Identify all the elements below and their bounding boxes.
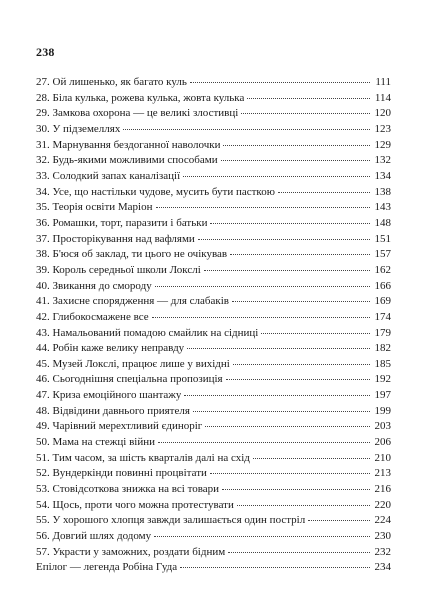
toc-entry-title: 35. Теорія освіти Маріон xyxy=(36,201,153,214)
toc-entry xyxy=(36,560,391,576)
toc-entry-title: 32. Будь-якими можливими способами xyxy=(36,154,218,167)
toc-entry-title: 37. Просторікування над вафлями xyxy=(36,232,195,245)
toc-entry-title: 27. Ой лишенько, як багато куль xyxy=(36,76,187,88)
toc-entry-title: 39. Король середньої школи Локслі xyxy=(36,263,201,276)
toc-entry-page: 234 xyxy=(374,561,391,574)
toc-entry xyxy=(36,263,391,279)
toc-dot-leader xyxy=(241,113,370,114)
toc-entry-page: 174 xyxy=(374,310,391,323)
toc-entry-title: 48. Відвідини давнього приятеля xyxy=(36,404,190,417)
toc-dot-leader xyxy=(222,489,370,490)
toc-entry-page: 185 xyxy=(374,357,391,370)
toc-entry-title: 31. Марнування бездоганної наволочки xyxy=(36,138,221,151)
toc-entry xyxy=(36,138,391,154)
toc-entry-page: 206 xyxy=(374,436,391,449)
toc-dot-leader xyxy=(205,426,370,427)
toc-entry xyxy=(36,357,391,373)
toc-entry-page: 132 xyxy=(374,154,391,167)
toc-entry-page: 123 xyxy=(374,122,391,135)
toc-entry-page: 220 xyxy=(374,498,391,511)
toc-dot-leader xyxy=(158,442,370,443)
toc-entry-page: 179 xyxy=(374,326,391,339)
toc-entry-title: 36. Ромашки, торт, паразити і батьки xyxy=(36,216,208,229)
toc-dot-leader xyxy=(183,176,370,177)
toc-entry xyxy=(36,122,391,138)
toc-entry xyxy=(36,545,391,561)
toc-entry-page: 162 xyxy=(374,263,391,276)
toc-entry-page: 232 xyxy=(374,545,391,558)
toc-entry-page: 120 xyxy=(374,107,391,120)
toc-entry xyxy=(36,232,391,248)
table-of-contents xyxy=(36,75,391,576)
toc-entry-page: 224 xyxy=(374,514,391,527)
toc-entry xyxy=(36,451,391,467)
toc-dot-leader xyxy=(237,505,370,506)
toc-entry-page: 143 xyxy=(374,201,391,214)
toc-entry-title: 28. Біла кулька, рожева кулька, жовта кулька xyxy=(36,91,245,104)
toc-entry xyxy=(36,513,391,529)
toc-entry xyxy=(36,326,391,342)
toc-dot-leader xyxy=(180,567,370,568)
toc-dot-leader xyxy=(233,364,370,365)
toc-entry-title: 45. Музей Локслі, працює лише у вихідні xyxy=(36,357,230,370)
toc-dot-leader xyxy=(154,536,370,537)
toc-entry-page: 169 xyxy=(374,295,391,308)
toc-entry-page: 129 xyxy=(374,138,391,151)
toc-entry-title: 54. Щось, проти чого можна протестувати xyxy=(36,498,234,511)
toc-dot-leader xyxy=(228,552,370,553)
toc-dot-leader xyxy=(232,301,370,302)
toc-entry xyxy=(36,435,391,451)
toc-dot-leader xyxy=(247,98,370,99)
toc-dot-leader xyxy=(221,160,370,161)
toc-entry-title: 49. Чарівний мерехтливий єдиноріг xyxy=(36,420,203,433)
toc-dot-leader xyxy=(230,254,370,255)
toc-entry-title: 46. Сьогоднішня спеціальна пропозиція xyxy=(36,373,223,386)
toc-dot-leader xyxy=(226,379,370,380)
toc-entry-page: 213 xyxy=(374,467,391,480)
toc-entry xyxy=(36,404,391,420)
toc-entry-title: 44. Робін каже велику неправду xyxy=(36,342,185,355)
page-number: 238 xyxy=(36,45,55,59)
toc-entry-title: 55. У хорошого хлопця завжди залишається один постріл xyxy=(36,514,306,527)
toc-dot-leader xyxy=(223,145,370,146)
toc-entry-page: 192 xyxy=(374,373,391,386)
toc-entry-title: 56. Довгий шлях додому xyxy=(36,530,152,543)
toc-entry xyxy=(36,106,391,122)
toc-entry xyxy=(36,372,391,388)
toc-dot-leader xyxy=(308,520,370,521)
toc-entry-title: 53. Стовідсоткова знижка на всі товари xyxy=(36,483,220,496)
toc-entry-title: 33. Солодкий запах каналізації xyxy=(36,169,181,182)
toc-dot-leader xyxy=(193,411,370,412)
toc-entry-title: 42. Глибокосмажене все xyxy=(36,310,149,323)
toc-entry xyxy=(36,466,391,482)
toc-entry xyxy=(36,247,391,263)
toc-entry-page: 216 xyxy=(374,483,391,496)
toc-dot-leader xyxy=(210,473,370,474)
toc-entry xyxy=(36,310,391,326)
toc-entry xyxy=(36,169,391,185)
toc-entry xyxy=(36,91,391,107)
toc-entry-title: 38. Б'юся об заклад, ти цього не очікував xyxy=(36,248,228,261)
toc-dot-leader xyxy=(156,207,370,208)
toc-entry-title: 57. Украсти у заможних, роздати бідним xyxy=(36,545,226,558)
toc-entry-page: 230 xyxy=(374,530,391,543)
toc-entry-page: 199 xyxy=(374,404,391,417)
toc-entry-title: 52. Вундеркінди повинні процвітати xyxy=(36,467,207,480)
toc-dot-leader xyxy=(152,317,370,318)
toc-entry-title: 30. У підземеллях xyxy=(36,122,121,135)
toc-entry-title: Епілог — легенда Робіна Гуда xyxy=(36,561,178,574)
toc-entry-title: 51. Тим часом, за шість кварталів далі на схід xyxy=(36,451,250,464)
toc-entry xyxy=(36,216,391,232)
toc-entry xyxy=(36,279,391,295)
toc-entry-title: 50. Мама на стежці війни xyxy=(36,436,155,449)
toc-entry-page: 114 xyxy=(374,91,391,104)
toc-dot-leader xyxy=(278,192,370,193)
toc-entry-page: 157 xyxy=(374,248,391,261)
toc-entry xyxy=(36,153,391,169)
toc-dot-leader xyxy=(184,395,370,396)
toc-entry-title: 34. Усе, що настільки чудове, мусить бути пасткою xyxy=(36,185,275,198)
toc-dot-leader xyxy=(123,129,370,130)
toc-entry-page: 111 xyxy=(375,76,391,88)
toc-entry-title: 40. Звикання до смороду xyxy=(36,279,152,292)
toc-dot-leader xyxy=(187,348,370,349)
toc-entry xyxy=(36,341,391,357)
toc-entry xyxy=(36,185,391,201)
toc-entry-page: 210 xyxy=(374,451,391,464)
toc-entry-page: 138 xyxy=(374,185,391,198)
toc-entry-page: 134 xyxy=(374,169,391,182)
toc-entry-title: 29. Замкова охорона — це великі злостивці xyxy=(36,107,239,120)
toc-entry-page: 182 xyxy=(374,342,391,355)
toc-dot-leader xyxy=(210,223,370,224)
toc-dot-leader xyxy=(204,270,370,271)
toc-entry xyxy=(36,498,391,514)
toc-dot-leader xyxy=(261,333,370,334)
toc-entry-page: 166 xyxy=(374,279,391,292)
toc-entry-title: 41. Захисне спорядження — для слабаків xyxy=(36,295,229,308)
toc-entry-page: 197 xyxy=(374,389,391,402)
toc-entry xyxy=(36,200,391,216)
toc-entry xyxy=(36,482,391,498)
toc-entry-title: 47. Криза емоційного шантажу xyxy=(36,389,182,402)
toc-entry-page: 148 xyxy=(374,216,391,229)
toc-entry xyxy=(36,529,391,545)
toc-dot-leader xyxy=(198,239,370,240)
toc-dot-leader xyxy=(253,458,370,459)
toc-entry-page: 203 xyxy=(374,420,391,433)
toc-entry-page: 151 xyxy=(374,232,391,245)
toc-dot-leader xyxy=(155,286,370,287)
toc-dot-leader xyxy=(190,82,370,83)
toc-entry-title: 43. Намальований помадою смайлик на сідниці xyxy=(36,326,259,339)
toc-entry xyxy=(36,388,391,404)
toc-entry xyxy=(36,419,391,435)
toc-entry xyxy=(36,294,391,310)
toc-entry xyxy=(36,75,391,91)
